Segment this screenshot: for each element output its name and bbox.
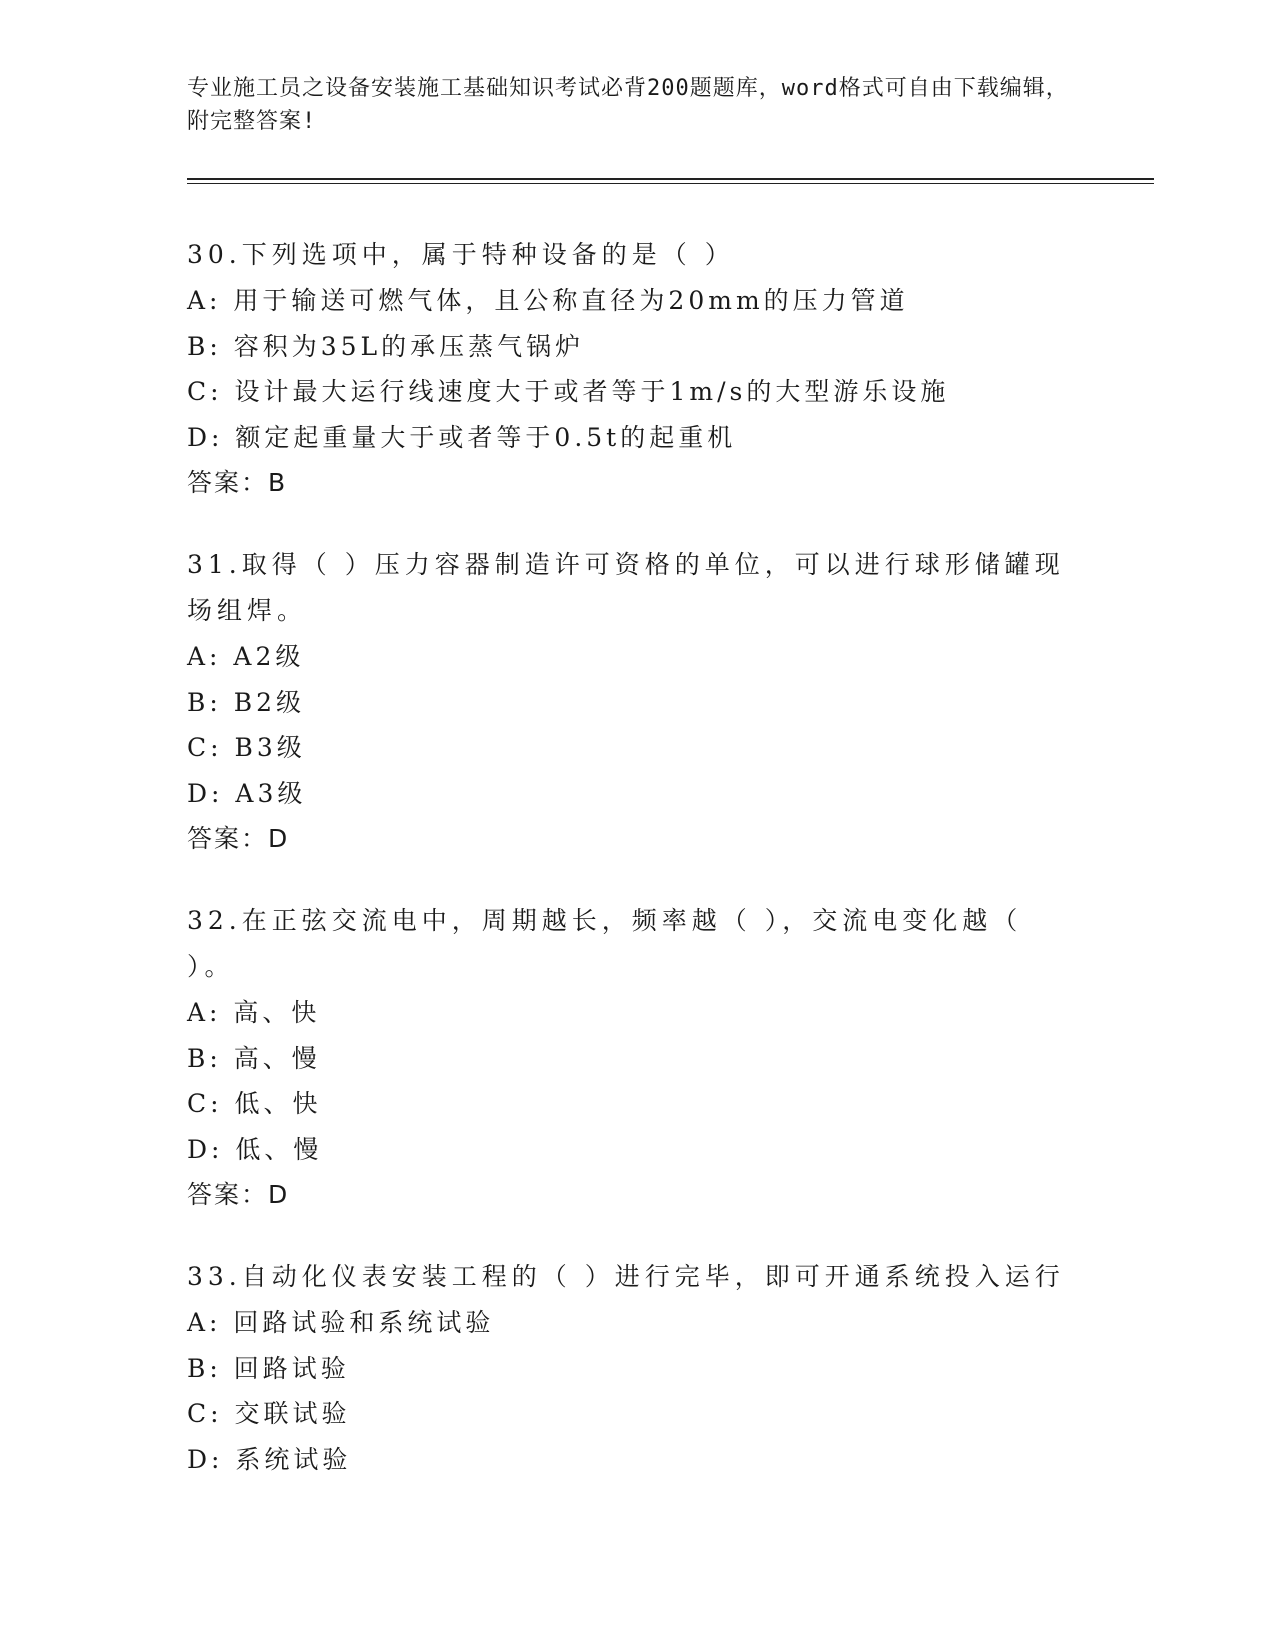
question-stem: 31.取得（ ）压力容器制造许可资格的单位，可以进行球形储罐现场组焊。 xyxy=(187,550,1065,625)
option-a: A: 高、快 xyxy=(187,998,321,1027)
question-31 xyxy=(187,542,1067,862)
question-stem: 33.自动化仪表安装工程的（ ）进行完毕，即可开通系统投入运行 xyxy=(187,1262,1065,1291)
option-a: A: 用于输送可燃气体，且公称直径为20mm的压力管道 xyxy=(187,286,909,315)
question-30 xyxy=(187,232,1067,506)
option-b: B: 容积为35L的承压蒸气锅炉 xyxy=(187,331,585,361)
answer-label: 答案：B xyxy=(187,468,288,497)
question-33 xyxy=(187,1254,1067,1482)
header-divider-thin xyxy=(187,183,1154,184)
option-d: D: 额定起重量大于或者等于0.5t的起重机 xyxy=(187,422,737,452)
question-32 xyxy=(187,898,1067,1218)
option-a: A: A2级 xyxy=(187,642,305,671)
option-b: B: 回路试验 xyxy=(187,1353,350,1383)
question-stem: 32.在正弦交流电中，周期越长，频率越（ ），交流电变化越（ ）。 xyxy=(187,906,1023,981)
answer-label: 答案：D xyxy=(187,1180,290,1209)
option-d: D: A3级 xyxy=(187,778,307,808)
option-c: C: 交联试验 xyxy=(187,1399,351,1428)
option-b: B: 高、慢 xyxy=(187,1043,321,1073)
option-c: C: B3级 xyxy=(187,733,306,762)
option-d: D: 低、慢 xyxy=(187,1134,323,1164)
header-divider xyxy=(187,178,1154,180)
option-d: D: 系统试验 xyxy=(187,1444,352,1474)
document-header xyxy=(187,72,1087,138)
option-c: C: 低、快 xyxy=(187,1089,322,1118)
question-list xyxy=(187,232,1067,1518)
option-a: A: 回路试验和系统试验 xyxy=(187,1308,495,1337)
option-c: C: 设计最大运行线速度大于或者等于1m/s的大型游乐设施 xyxy=(187,377,950,406)
question-stem: 30.下列选项中，属于特种设备的是（ ） xyxy=(187,240,735,269)
answer-label: 答案：D xyxy=(187,824,290,853)
header-title: 专业施工员之设备安装施工基础知识考试必背200题题库，word格式可自由下载编辑，附完整答案! xyxy=(187,76,1069,134)
option-b: B: B2级 xyxy=(187,687,306,717)
